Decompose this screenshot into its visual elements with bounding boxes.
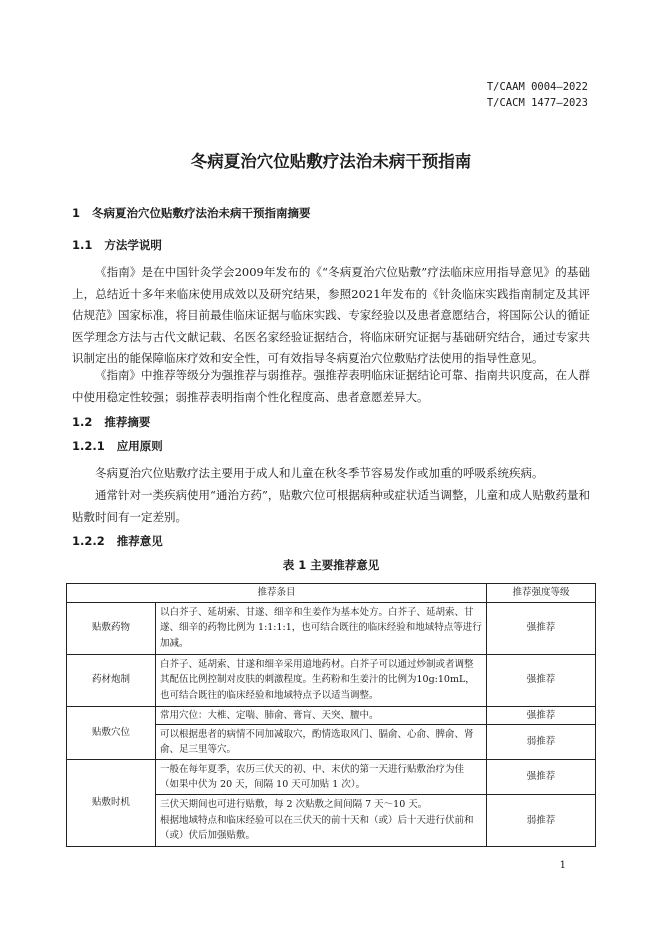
header-level: 推荐强度等级 <box>487 584 596 603</box>
row-level: 强推荐 <box>487 602 596 654</box>
section-1-2-heading: 1.2 推荐摘要 <box>72 415 151 429</box>
recommendation-table <box>66 583 596 847</box>
standard-code-2: T/CACM 1477—2023 <box>486 97 588 109</box>
row-category: 贴敷药物 <box>67 602 156 654</box>
row-text: 以白芥子、延胡索、甘遂、细辛和生姜作为基本处方。白芥子、延胡索、甘遂、细辛的药物比例为 1:1:1:1，也可结合既往的临床经验和地域特点等进行加减。 <box>156 602 487 654</box>
table-header-row <box>67 584 596 603</box>
row-text: 白芥子、延胡索、甘遂和细辛采用道地药材。白芥子可以通过炒制或者调整其配伍比例控制对皮肤的刺激程度。生药粉和生姜汁的比例为10g:10mL，也可结合既往的临床经验和地域特点予以适当调整。 <box>156 654 487 706</box>
row-level: 强推荐 <box>487 760 596 795</box>
document-title: 冬病夏治穴位贴敷疗法治未病干预指南 <box>190 152 472 171</box>
row-level: 强推荐 <box>487 706 596 725</box>
row-text-group <box>156 795 487 847</box>
table-row <box>67 760 596 795</box>
table-row <box>67 602 596 654</box>
row-level: 弱推荐 <box>487 725 596 760</box>
row-category: 贴敷穴位 <box>67 706 156 760</box>
principle-paragraph-2: 通常针对一类疾病使用“通治方药”，贴敷穴位可根据病种或症状适当调整，儿童和成人贴敷药量和贴敷时间有一定差别。 <box>72 488 590 524</box>
row-text: 可以根据患者的病情不同加减取穴，酌情选取风门、膈俞、心俞、脾俞、肾俞、足三里等穴。 <box>156 725 487 760</box>
section-1-1-heading: 1.1 方法学说明 <box>72 238 162 252</box>
table-row <box>67 706 596 725</box>
section-1-heading: 1 冬病夏治穴位贴敷疗法治未病干预指南摘要 <box>72 206 311 220</box>
table-row <box>67 654 596 706</box>
header-item: 推荐条目 <box>67 584 487 603</box>
row-text: 根据地域特点和临床经验可以在三伏天的前十天和（或）后十天进行伏前和（或）伏后加强贴敷。 <box>160 814 474 842</box>
row-category: 药材炮制 <box>67 654 156 706</box>
section-1-2-2-heading: 1.2.2 推荐意见 <box>72 534 163 548</box>
standard-code-1: T/CAAM 0004—2022 <box>486 81 588 93</box>
section-1-2-1-heading: 1.2.1 应用原则 <box>72 439 163 453</box>
page-number: 1 <box>559 860 566 871</box>
row-text: 三伏天期间也可进行贴敷，每 2 次贴敷之间间隔 7 天～10 天。 <box>160 799 428 811</box>
row-level: 弱推荐 <box>487 795 596 847</box>
table-caption: 表 1 主要推荐意见 <box>282 558 380 572</box>
row-category: 贴敷时机 <box>67 760 156 847</box>
method-paragraph-2: 《指南》中推荐等级分为强推荐与弱推荐。强推荐表明临床证据结论可靠、指南共识度高，在人群中使用稳定性较强；弱推荐表明指南个性化程度高、患者意愿差异大。 <box>72 368 590 404</box>
row-text: 一般在每年夏季，农历三伏天的初、中、末伏的第一天进行贴敷治疗为佳（如果中伏为 20 天，间隔 10 天可加贴 1 次）。 <box>156 760 487 795</box>
row-text: 常用穴位：大椎、定喘、肺俞、膏肓、天突、膻中。 <box>156 706 487 725</box>
row-level: 强推荐 <box>487 654 596 706</box>
principle-paragraph-1: 冬病夏治穴位贴敷疗法主要用于成人和儿童在秋冬季节容易发作或加重的呼吸系统疾病。 <box>95 466 544 480</box>
method-paragraph-1: 《指南》是在中国针灸学会2009年发布的《“冬病夏治穴位贴敷”疗法临床应用指导意见》的基础上，总结近十多年来临床使用成效以及研究结果，参照2021年发布的《针灸临床实践指南制定及其评估规范》国家标准，将目前最佳临床证据与临床实践、专家经验以及患者意愿结合，将国际公认的循证医学理念方法与古代文献记载、名医名家经验证据结合，将临床研究证据与基础研究结合，通过专家共识制定出的能保障临床疗效和安全性，可有效指导冬病夏治穴位敷贴疗法使用的指导性意见。 <box>72 265 590 365</box>
